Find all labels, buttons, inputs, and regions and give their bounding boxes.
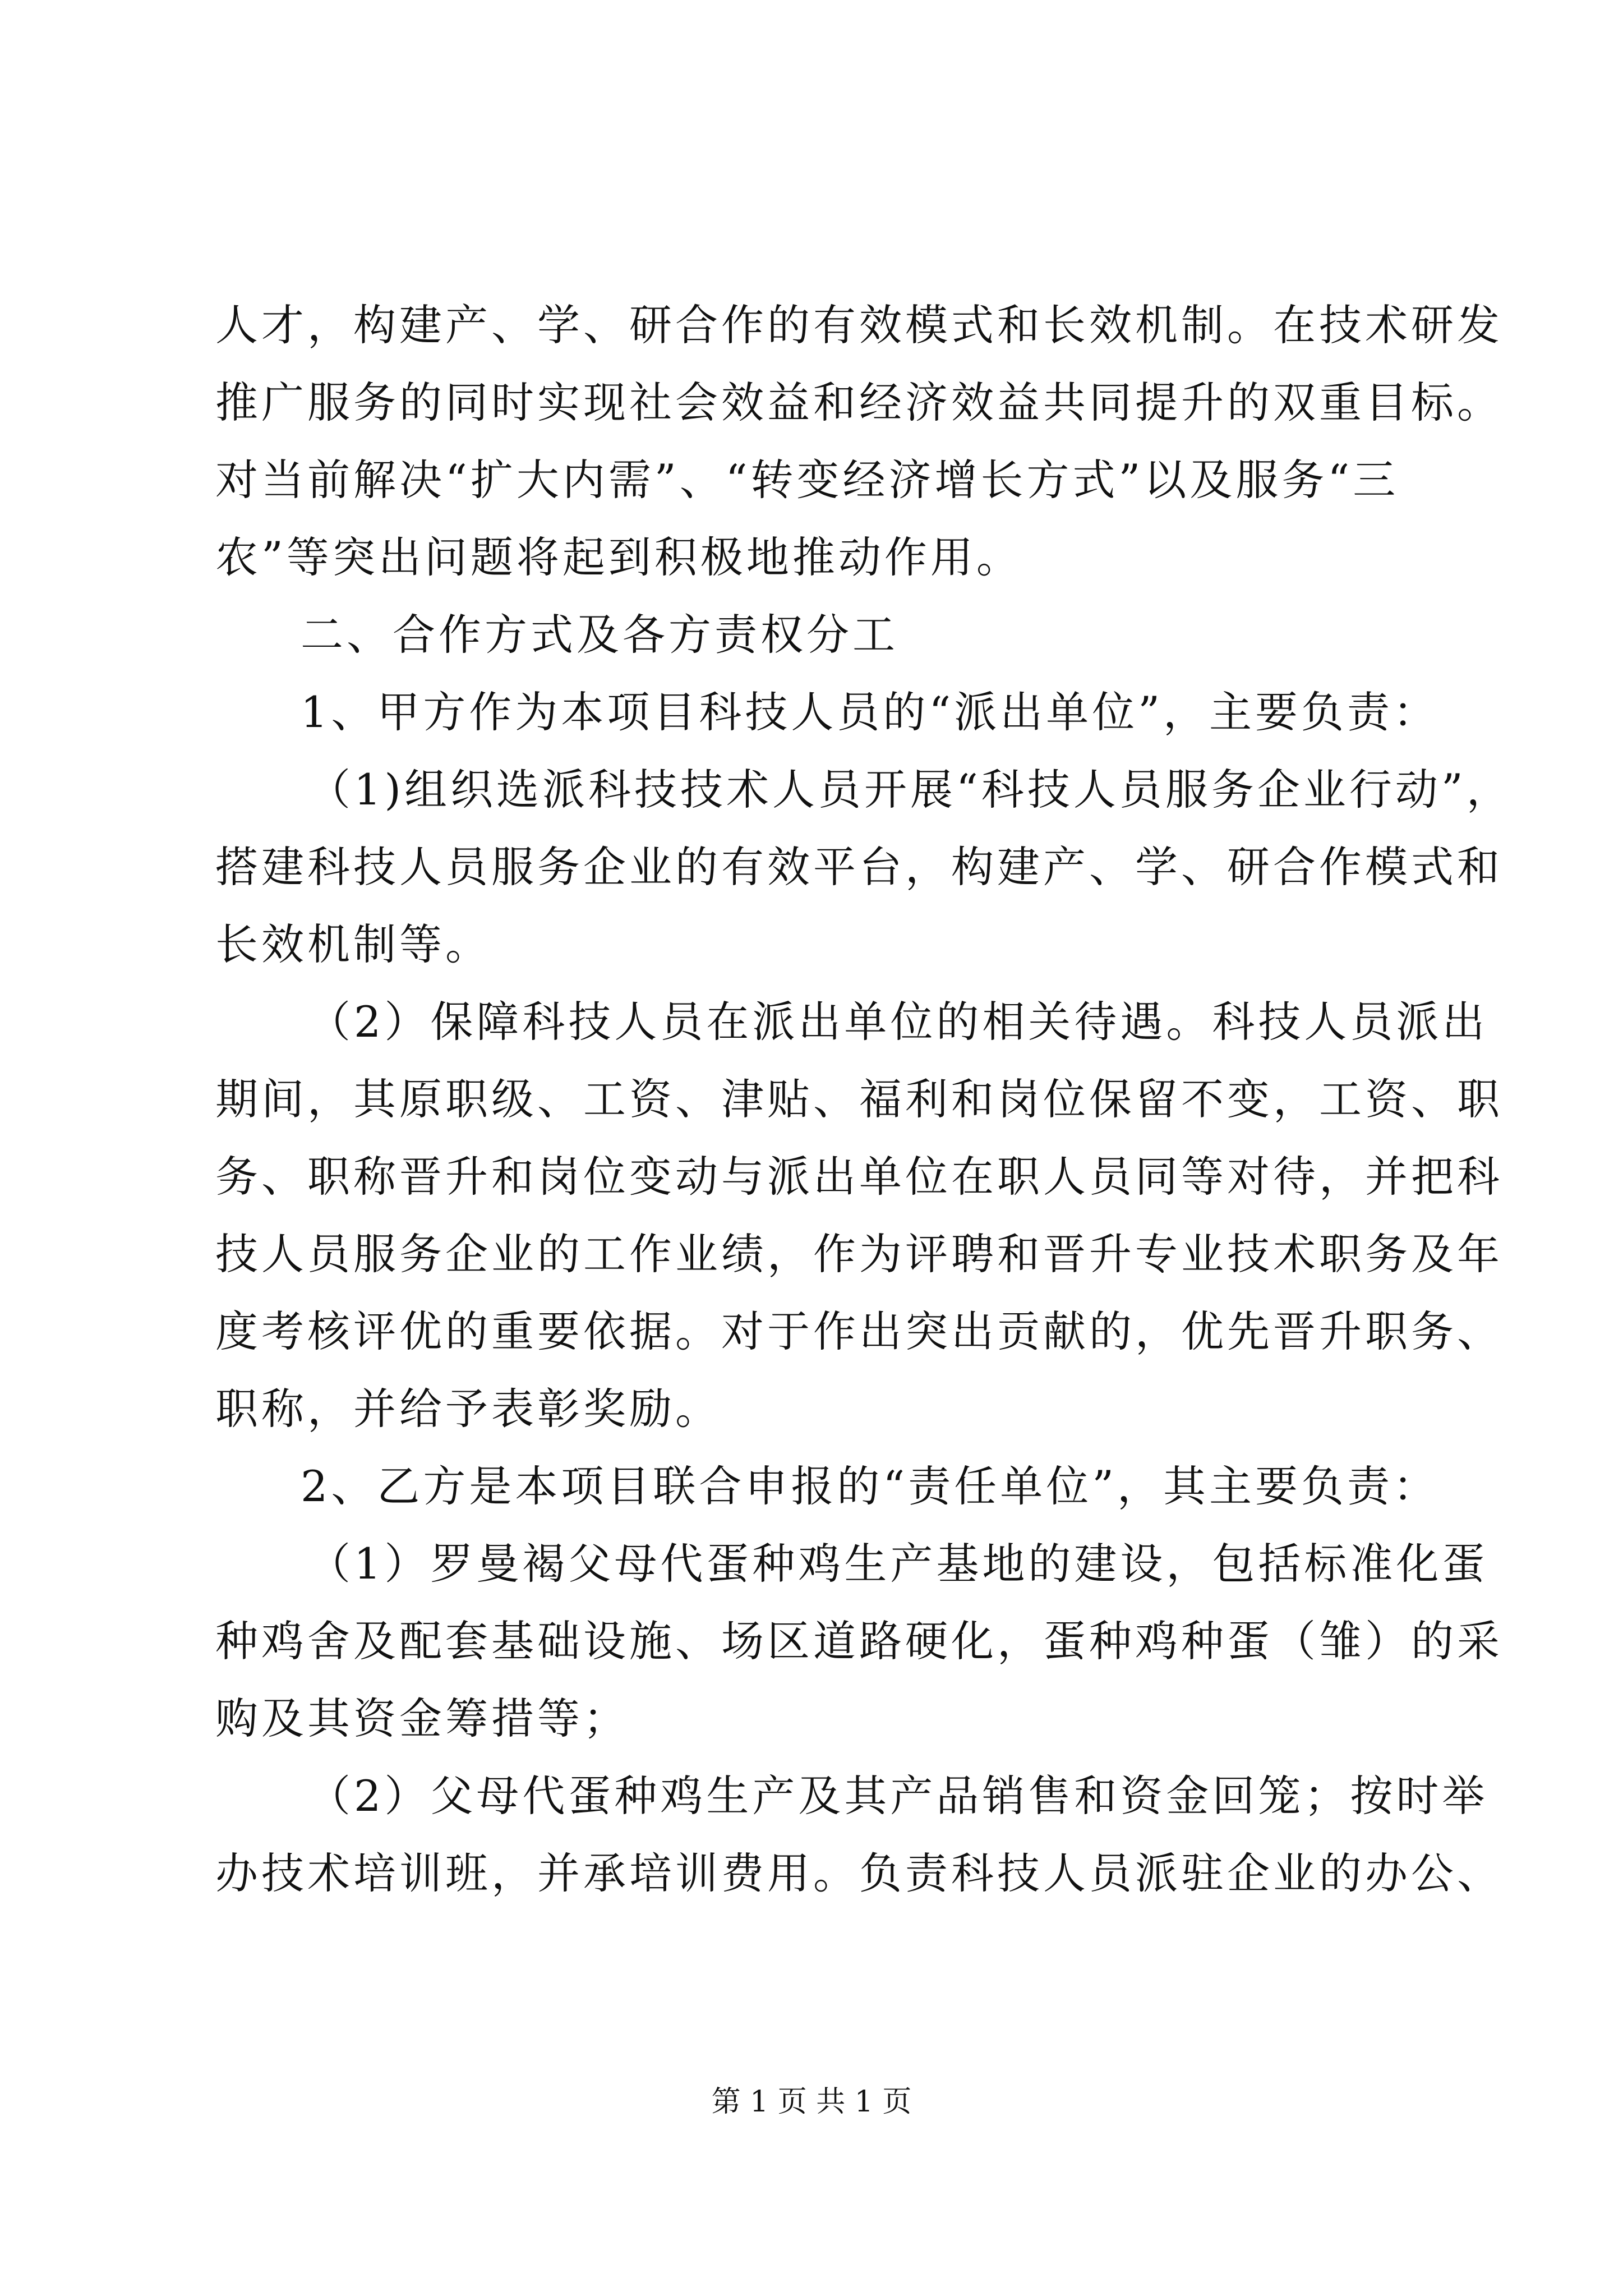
text-line: 种鸡舍及配套基础设施、场区道路硬化，蛋种鸡种蛋（雏）的采 (215, 1616, 1503, 1666)
text-line: 期间，其原职级、工资、津贴、福利和岗位保留不变，工资、职 (215, 1074, 1503, 1124)
text-line: 1、甲方作为本项目科技人员的“派出单位”，主要负责： (301, 687, 1440, 737)
text-line: 技人员服务企业的工作业绩，作为评聘和晋升专业技术职务及年 (215, 1229, 1503, 1279)
text-line: 度考核评优的重要依据。对于作出突出贡献的，优先晋升职务、 (215, 1306, 1503, 1356)
text-line: （2）父母代蛋种鸡生产及其产品销售和资金回笼；按时举 (308, 1771, 1488, 1821)
text-line: 购及其资金筹措等； (215, 1694, 629, 1743)
text-line: 务、职称晋升和岗位变动与派出单位在职人员同等对待，并把科 (215, 1152, 1503, 1202)
page-number-footer: 第 1 页 共 1 页 (711, 2085, 912, 2119)
section-heading: 二、合作方式及各方责权分工 (301, 610, 898, 660)
text-line: 推广服务的同时实现社会效益和经济效益共同提升的双重目标。 (215, 378, 1503, 427)
text-line: 职称，并给予表彰奖励。 (215, 1384, 721, 1434)
text-line: 长效机制等。 (215, 919, 491, 969)
text-line: 对当前解决“扩大内需”、“转变经济增长方式”以及服务“三 (215, 455, 1399, 505)
text-line: （1)组织选派科技技术人员开展“科技人员服务企业行动”， (308, 765, 1513, 815)
text-line: 2、乙方是本项目联合申报的“责任单位”，其主要负责： (301, 1461, 1440, 1511)
text-line: 办技术培训班，并承培训费用。负责科技人员派驻企业的办公、 (215, 1848, 1503, 1898)
text-line: 搭建科技人员服务企业的有效平台，构建产、学、研合作模式和 (215, 842, 1503, 892)
text-line: （2）保障科技人员在派出单位的相关待遇。科技人员派出 (308, 997, 1488, 1047)
text-line: 农”等突出问题将起到积极地推动作用。 (215, 532, 1022, 582)
text-line: 人才，构建产、学、研合作的有效模式和长效机制。在技术研发 (215, 300, 1503, 350)
text-line: （1）罗曼褐父母代蛋种鸡生产基地的建设，包括标准化蛋 (308, 1539, 1488, 1589)
